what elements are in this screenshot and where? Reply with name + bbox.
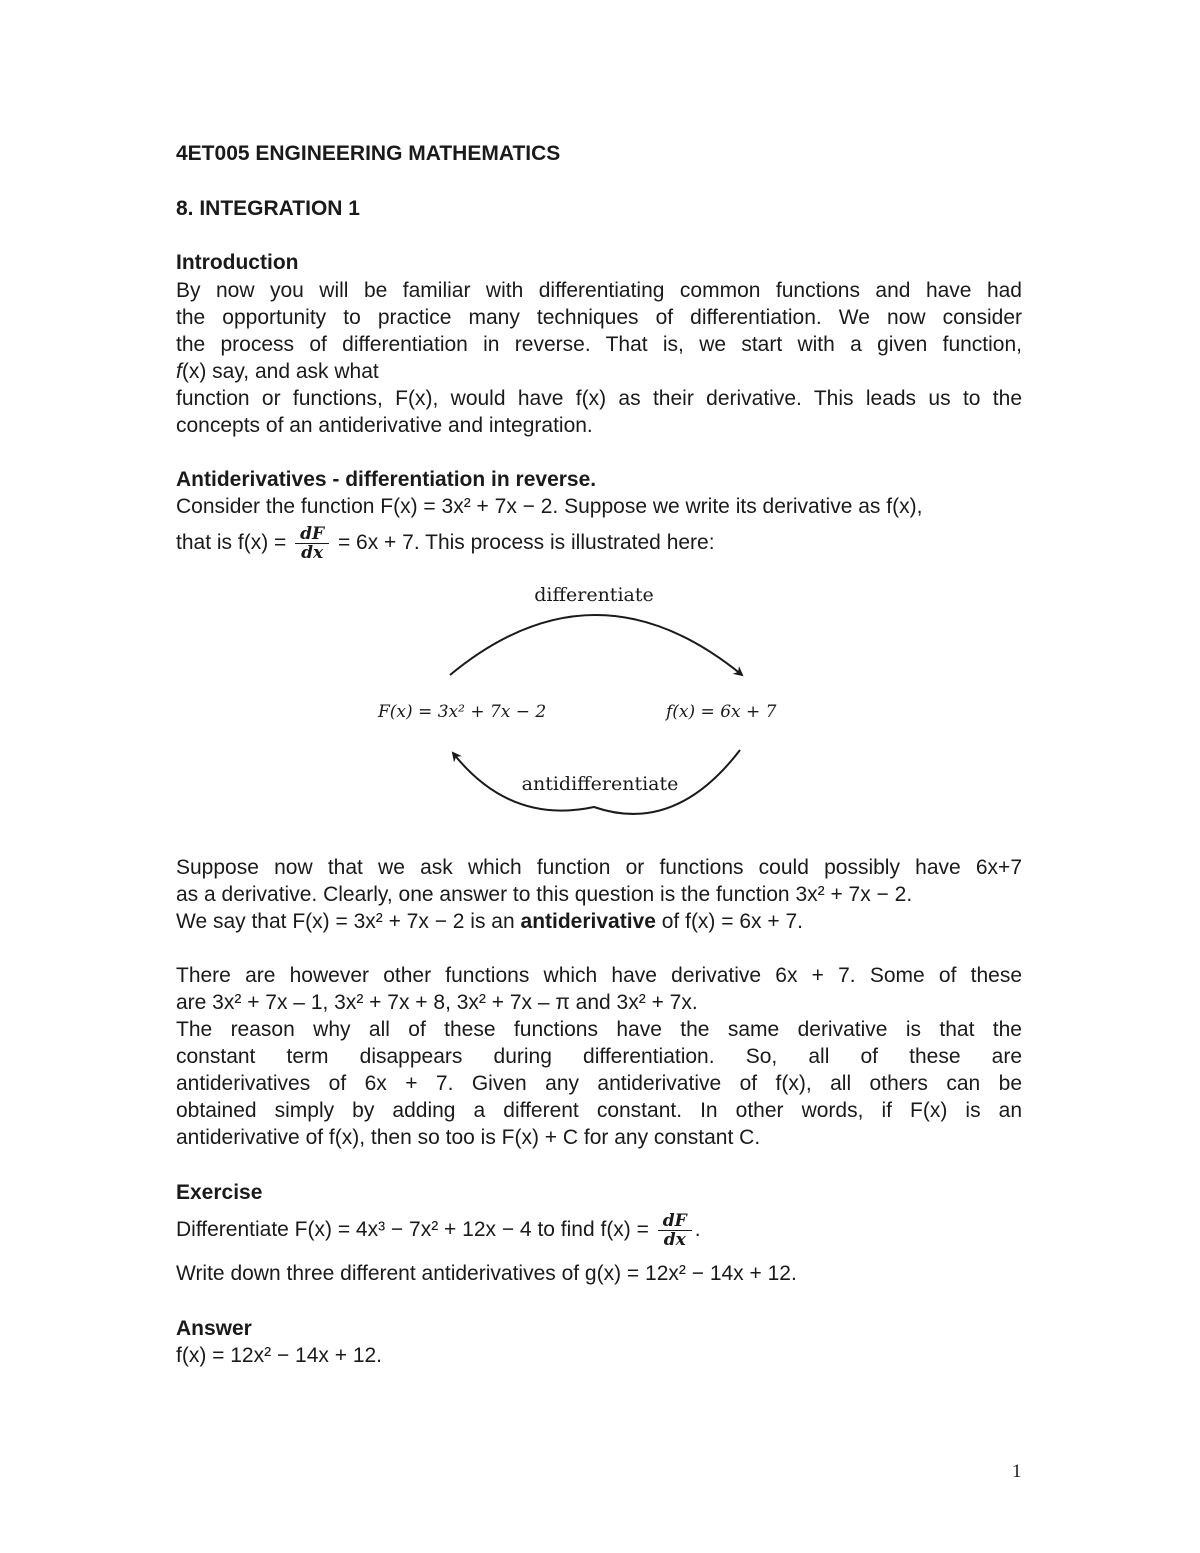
intro-line: By now you will be familiar with differentiating common functions and have had <box>176 279 1022 302</box>
intro-line-rest: say, and ask what <box>206 360 379 383</box>
exercise-pre: Differentiate F(x) = 4x³ − 7x² + 12x − 4 to find f(x) = <box>176 1218 649 1241</box>
frac-numerator: dF <box>295 525 329 544</box>
para2-post: of f(x) = 6x + 7. <box>655 910 803 933</box>
derivative-fraction <box>658 1212 692 1249</box>
x-arg: (x) <box>181 360 207 383</box>
right-expression: f(x) = 6x + 7 <box>666 702 777 722</box>
para2-line: Suppose now that we ask which function or functions could possibly have 6x+7 <box>176 856 1022 879</box>
para3-line: There are however other functions which have derivative 6x + 7. Some of these <box>176 964 1022 987</box>
intro-line: the opportunity to practice many techniques of differentiation. We now consider <box>176 306 1022 329</box>
exercise-heading: Exercise <box>176 1181 263 1204</box>
line-post: = 6x + 7. This process is illustrated here: <box>337 531 715 554</box>
intro-heading: Introduction <box>176 251 299 274</box>
para3-line: antiderivative of f(x), then so too is F(x) + C for any constant C. <box>176 1126 761 1149</box>
antideriv-heading: Antiderivatives - differentiation in reverse. <box>176 468 597 491</box>
para3-line: constant term disappears during differentiation. So, all of these are <box>176 1045 1022 1068</box>
line-pre: that is f(x) = <box>176 531 287 554</box>
frac-denominator: dx <box>301 542 324 563</box>
f-symbol: f <box>176 360 182 383</box>
exercise-line <box>176 1210 1022 1250</box>
para2-line <box>176 908 1022 935</box>
exercise-line: Write down three different antiderivatives of g(x) = 12x² − 14x + 12. <box>176 1262 797 1285</box>
left-expression: F(x) = 3x² + 7x − 2 <box>378 702 547 722</box>
antideriv-line: Consider the function F(x) = 3x² + 7x − 2. Suppose we write its derivative as f(x), <box>176 495 923 518</box>
para2-pre: We say that F(x) = 3x² + 7x − 2 is an <box>176 910 521 933</box>
intro-line <box>176 358 1022 385</box>
antidifferentiate-label: antidifferentiate <box>521 773 679 795</box>
section-title: 8. INTEGRATION 1 <box>176 197 360 220</box>
differentiation-diagram <box>360 575 810 830</box>
exercise-post: . <box>694 1218 701 1241</box>
frac-numerator: dF <box>658 1212 692 1231</box>
intro-line: the process of differentiation in reverse. That is, we start with a given function, <box>176 333 1022 356</box>
para3-line: The reason why all of these functions have the same derivative is that the <box>176 1018 1022 1041</box>
intro-line: function or functions, F(x), would have f(x) as their derivative. This leads us to the <box>176 387 1022 410</box>
para3-line: antiderivatives of 6x + 7. Given any antiderivative of f(x), all others can be <box>176 1072 1022 1095</box>
antiderivative-term: antiderivative <box>520 910 656 933</box>
frac-denominator: dx <box>663 1229 686 1250</box>
derivative-fraction <box>295 525 329 562</box>
para3-line: are 3x² + 7x – 1, 3x² + 7x + 8, 3x² + 7x – π and 3x² + 7x. <box>176 991 698 1014</box>
antideriv-line <box>176 523 1022 563</box>
para2-line: as a derivative. Clearly, one answer to this question is the function 3x² + 7x − 2. <box>176 883 913 906</box>
para3-line: obtained simply by adding a different constant. In other words, if F(x) is an <box>176 1099 1022 1122</box>
answer-heading: Answer <box>176 1317 252 1340</box>
course-title: 4ET005 ENGINEERING MATHEMATICS <box>176 142 561 165</box>
differentiate-label: differentiate <box>534 584 654 606</box>
intro-line: concepts of an antiderivative and integration. <box>176 414 593 437</box>
answer-line: f(x) = 12x² − 14x + 12. <box>176 1344 383 1367</box>
differentiate-arrow <box>450 615 742 675</box>
page-number: 1 <box>1012 1461 1022 1482</box>
